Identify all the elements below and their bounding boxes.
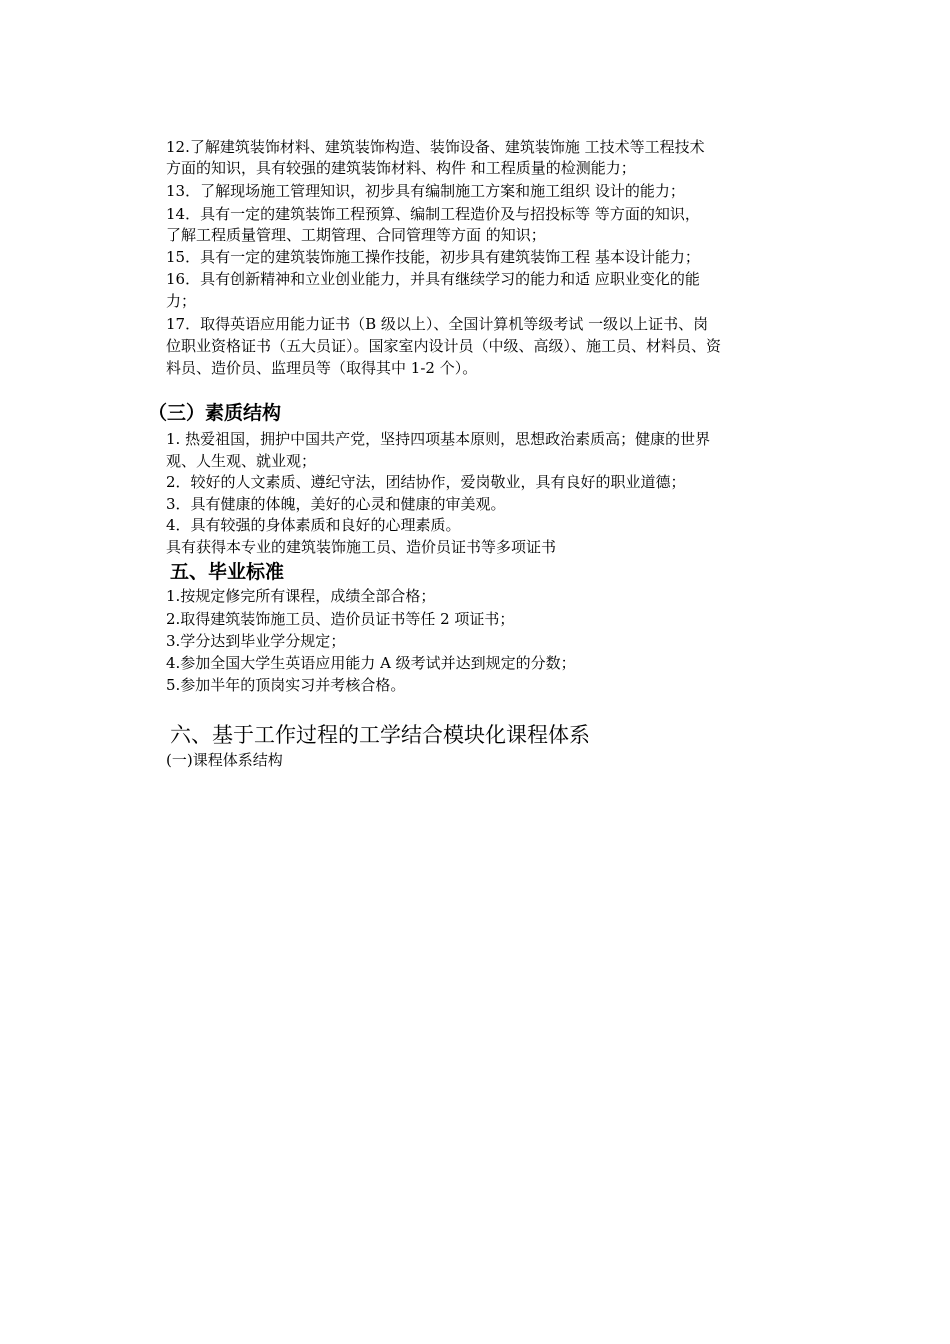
knowledge-line: 方面的知识，具有较强的建筑装饰材料、构件 和工程质量的检测能力； — [166, 159, 636, 177]
quality-line: 3．具有健康的体魄，美好的心灵和健康的审美观。 — [166, 495, 506, 513]
quality-line: 具有获得本专业的建筑装饰施工员、造价员证书等多项证书 — [166, 538, 557, 556]
quality-line: 2．较好的人文素质、遵纪守法，团结协作，爱岗敬业，具有良好的职业道德； — [166, 473, 686, 491]
graduation-line: 2.取得建筑装饰施工员、造价员证书等任 2 项证书； — [166, 610, 515, 628]
knowledge-line: 力； — [166, 292, 197, 310]
knowledge-line: 17．取得英语应用能力证书（B 级以上）、全国计算机等级考试 一级以上证书、岗 — [166, 315, 709, 333]
graduation-line: 4.参加全国大学生英语应用能力 A 级考试并达到规定的分数； — [166, 654, 576, 672]
knowledge-line: 13．了解现场施工管理知识，初步具有编制施工方案和施工组织 设计的能力； — [166, 182, 685, 200]
quality-line: 4．具有较强的身体素质和良好的心理素质。 — [166, 516, 461, 534]
graduation-line: 3.学分达到毕业学分规定； — [166, 632, 346, 650]
knowledge-line: 15．具有一定的建筑装饰施工操作技能，初步具有建筑装饰工程 基本设计能力； — [166, 248, 700, 266]
curriculum-section-title: 六、基于工作过程的工学结合模块化课程体系 — [170, 723, 590, 747]
curriculum-subtitle: (一)课程体系结构 — [166, 751, 283, 769]
quality-line: 观、人生观、就业观； — [166, 452, 317, 470]
quality-line: 1. 热爱祖国，拥护中国共产党，坚持四项基本原则，思想政治素质高；健康的世界 — [166, 430, 711, 448]
knowledge-line: 了解工程质量管理、工期管理、合同管理等方面 的知识； — [166, 226, 546, 244]
graduation-section-title: 五、毕业标准 — [170, 561, 285, 583]
graduation-line: 1.按规定修完所有课程，成绩全部合格； — [166, 587, 436, 605]
knowledge-line: 16．具有创新精神和立业创业能力，并具有继续学习的能力和适 应职业变化的能 — [166, 270, 700, 288]
knowledge-line: 位职业资格证书（五大员证）。国家室内设计员（中级、高级）、施工员、材料员、资 — [166, 337, 722, 355]
knowledge-line: 12.了解建筑装饰材料、建筑装饰构造、装饰设备、建筑装饰施 工技术等工程技术 — [166, 138, 705, 156]
knowledge-line: 14．具有一定的建筑装饰工程预算、编制工程造价及与招投标等 等方面的知识， — [166, 205, 700, 223]
quality-section-title: （三）素质结构 — [148, 402, 282, 424]
graduation-line: 5.参加半年的顶岗实习并考核合格。 — [166, 676, 406, 694]
knowledge-line: 料员、造价员、监理员等（取得其中 1-2 个）。 — [166, 359, 478, 377]
